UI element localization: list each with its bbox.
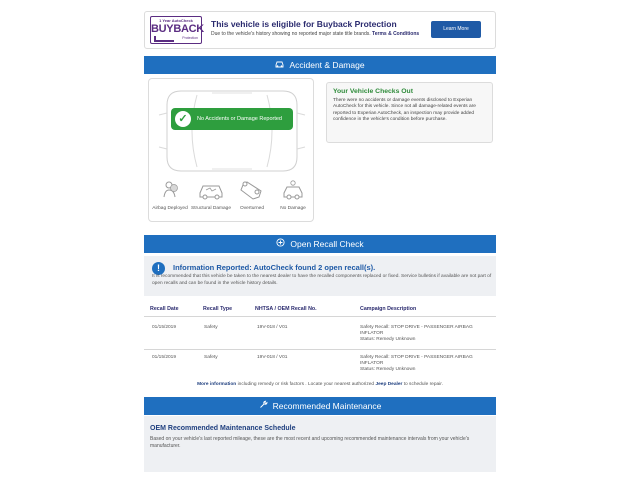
buyback-text-body: Due to the vehicle's history showing no reported major state title brands. [211, 31, 373, 37]
checks-title: Your Vehicle Checks Out [333, 88, 413, 95]
table-row [144, 316, 496, 350]
more-info-line [144, 382, 496, 387]
open-recall-title: Open Recall Check [290, 239, 364, 249]
category-label-overturned: Overturned [240, 206, 264, 211]
buyback-card [144, 11, 496, 49]
column-header-number: NHTSA / OEM Recall No. [255, 306, 317, 312]
dealer-link[interactable]: Jeep Dealer [375, 382, 403, 387]
accident-card [148, 78, 314, 222]
recall-type: Safety [204, 325, 218, 330]
recall-description-1: Safety Recall: STOP DRIVE - PASSENGER AIRBAG [360, 355, 473, 360]
info-icon: ! [152, 262, 165, 275]
recall-info-title: Information Reported: AutoCheck found 2 open recall(s). [173, 263, 376, 272]
buyback-logo-sub: Protection [182, 36, 198, 40]
category-label-airbag: Airbag Deployed [152, 206, 188, 211]
checks-text: There were no accidents or damage events disclosed to Experian AutoCheck for this vehicle. Since not all damage-related events are reported to Experian AutoCheck, an inspection may provide added confidence in the vehicle's condition before purchase. [333, 98, 476, 122]
maintenance-title: Recommended Maintenance [272, 401, 382, 411]
maintenance-schedule-title: OEM Recommended Maintenance Schedule [150, 425, 296, 432]
category-label-structural: Structural Damage [191, 206, 231, 211]
column-header-type: Recall Type [203, 306, 233, 312]
recall-description-1: Safety Recall: STOP DRIVE - PASSENGER AIRBAG [360, 325, 473, 330]
accident-damage-header [144, 56, 496, 74]
maintenance-text: Based on your vehicle's last reported mileage, these are the most recent and upcoming recommended maintenance intervals from your vehicle's manufacturer. [150, 436, 470, 449]
no-accidents-label: No Accidents or Damage Reported [197, 116, 282, 122]
recall-status: Status: Remedy Unknown [360, 337, 416, 342]
maintenance-header [144, 397, 496, 415]
check-icon: ✓ [175, 111, 191, 127]
more-info-tail: to schedule repair. [402, 382, 443, 387]
table-row [144, 349, 496, 379]
column-header-description: Campaign Description [360, 306, 417, 312]
buyback-title: This vehicle is eligible for Buyback Protection [211, 19, 397, 29]
airbag-icon [155, 179, 185, 201]
buyback-logo-main: BUYBACK [151, 23, 204, 35]
recall-status: Status: Remedy Unknown [360, 367, 416, 372]
terms-link[interactable]: Terms & Conditions [372, 31, 420, 37]
overturned-icon [237, 179, 267, 201]
open-recall-header [144, 235, 496, 253]
recall-date: 01/15/2019 [152, 355, 177, 360]
buyback-logo [150, 16, 202, 44]
more-information-link[interactable]: More information [197, 382, 237, 387]
recall-info-text: It is recommended that this vehicle be taken to the nearest dealer to have the recalled components replaced or fixed. Service bulletins if available are not part of open recalls and can be found in the vehicle history details. [152, 274, 492, 286]
recall-type: Safety [204, 355, 218, 360]
car-outline-icon [157, 85, 307, 177]
recall-date: 01/15/2019 [152, 325, 177, 330]
buyback-text [211, 31, 421, 38]
buyback-logo-top: 1 Year AutoCheck [159, 18, 193, 23]
recall-description-2: INFLATOR [360, 331, 384, 336]
structural-damage-icon [196, 179, 226, 201]
vehicle-checks-card [326, 82, 493, 143]
learn-more-button[interactable]: Learn More [431, 21, 481, 38]
recall-number: 19V-018 / V01 [257, 325, 288, 330]
accident-damage-title: Accident & Damage [289, 60, 365, 70]
car-icon [275, 57, 284, 75]
recall-info-box [144, 256, 496, 296]
wrench-icon [259, 398, 268, 416]
no-damage-icon [278, 179, 308, 201]
recall-description-2: INFLATOR [360, 361, 384, 366]
recall-number: 19V-018 / V01 [257, 355, 288, 360]
recall-icon [276, 236, 285, 254]
no-accidents-badge [171, 108, 293, 130]
more-info-text: including remedy or risk factors . Locate your nearest authorized [236, 382, 376, 387]
column-header-date: Recall Date [150, 306, 179, 312]
category-label-no-damage: No Damage [280, 206, 306, 211]
maintenance-box [144, 416, 496, 472]
